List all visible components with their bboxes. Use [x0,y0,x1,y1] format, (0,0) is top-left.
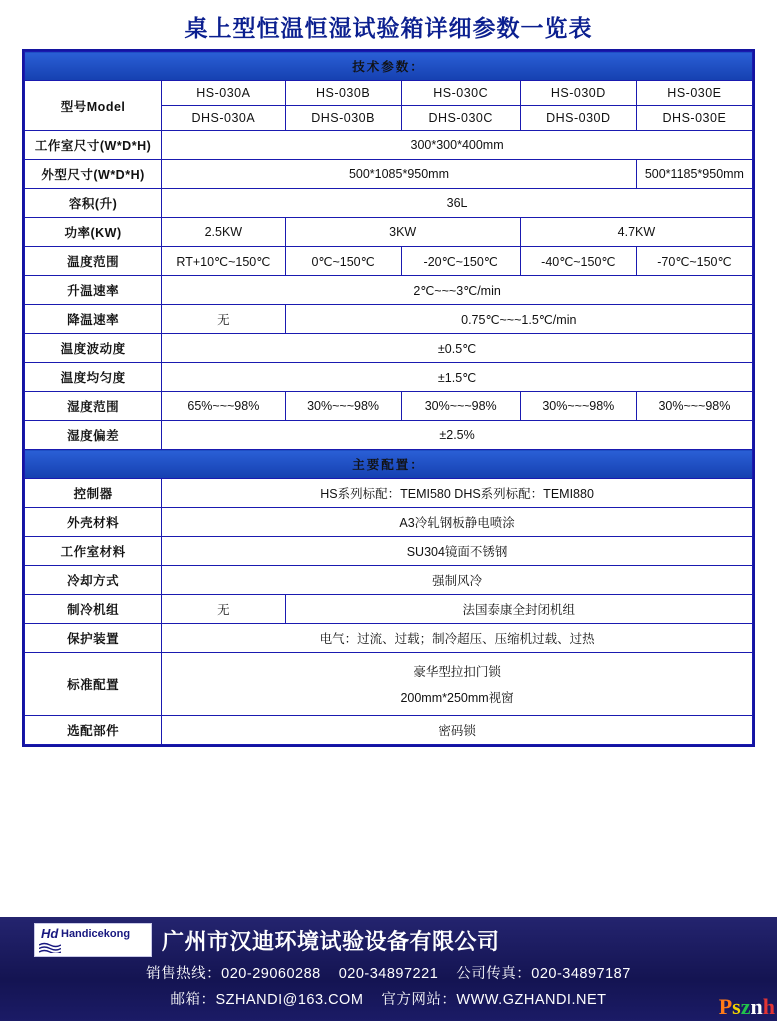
company-name: 广州市汉迪环境试验设备有限公司 [162,928,500,954]
model-hs-3: HS-030D [520,81,636,106]
company-logo [34,923,152,957]
website-value[interactable]: WWW.GZHANDI.NET [456,992,607,1008]
table-row [25,276,753,305]
row-value: 0.75℃~~~1.5℃/min [285,305,752,334]
table-row [25,160,753,189]
row-label: 外型尺寸(W*D*H) [25,160,162,189]
table-row [25,218,753,247]
table-row [25,716,753,745]
row-value: 无 [162,595,285,624]
logo-initials: Hd [41,926,59,941]
table-row [25,537,753,566]
footer-web-line [0,988,777,1009]
row-label: 保护装置 [25,624,162,653]
page-footer [0,917,777,1021]
table-row [25,624,753,653]
row-value: 法国泰康全封闭机组 [285,595,752,624]
section-header-tech [25,52,753,81]
row-label: 温度波动度 [25,334,162,363]
row-value: 4.7KW [520,218,752,247]
table-row [25,363,753,392]
row-label: 外壳材料 [25,508,162,537]
row-value: 密码锁 [162,716,753,745]
row-value: 电气：过流、过载；制冷超压、压缩机过载、过热 [162,624,753,653]
page-title: 桌上型恒温恒湿试验箱详细参数一览表 [184,16,593,41]
row-value: 无 [162,305,285,334]
model-dhs-3: DHS-030D [520,106,636,131]
table-row [25,595,753,624]
row-label: 功率(KW) [25,218,162,247]
model-hs-2: HS-030C [401,81,520,106]
row-value: 2℃~~~3℃/min [162,276,753,305]
row-label: 温度范围 [25,247,162,276]
row-value: 0℃~150℃ [285,247,401,276]
row-label: 湿度偏差 [25,421,162,450]
row-value: 3KW [285,218,520,247]
model-dhs-0: DHS-030A [162,106,285,131]
row-value: 强制风冷 [162,566,753,595]
row-label: 选配部件 [25,716,162,745]
model-dhs-2: DHS-030C [401,106,520,131]
model-dhs-1: DHS-030B [285,106,401,131]
row-value: 500*1185*950mm [636,160,752,189]
table-row [25,247,753,276]
email-value[interactable]: SZHANDI@163.COM [215,992,364,1008]
footer-contact-line [0,962,777,983]
table-row [25,653,753,716]
row-value: 2.5KW [162,218,285,247]
section-header-tech-label: 技术参数： [25,52,753,81]
logo-wordmark: Handicekong [61,928,131,940]
row-value: -40℃~150℃ [520,247,636,276]
wave-icon [39,942,61,953]
model-hs-1: HS-030B [285,81,401,106]
fax-label: 公司传真： [456,966,532,982]
model-hs-4: HS-030E [636,81,752,106]
table-row [25,334,753,363]
footer-company-row [0,917,777,957]
website-label: 官方网站： [381,992,457,1008]
row-value: 500*1085*950mm [162,160,637,189]
sales-phone-2: 020-34897221 [338,966,439,982]
row-value: 30%~~~98% [520,392,636,421]
row-value: A3冷轧钢板静电喷涂 [162,508,753,537]
row-value: ±2.5% [162,421,753,450]
spec-table-container [22,49,755,747]
model-label: 型号Model [25,81,162,131]
row-label: 容积(升) [25,189,162,218]
watermark: Psznh [718,994,775,1019]
section-header-config [25,450,753,479]
row-label: 制冷机组 [25,595,162,624]
table-row [25,189,753,218]
table-row [25,305,753,334]
row-label: 工作室尺寸(W*D*H) [25,131,162,160]
table-row [25,131,753,160]
row-value: HS系列标配：TEMI580 DHS系列标配：TEMI880 [162,479,753,508]
spec-table [24,51,753,745]
row-label: 控制器 [25,479,162,508]
row-value: RT+10℃~150℃ [162,247,285,276]
row-value: 豪华型拉扣门锁 200mm*250mm视窗 [162,653,753,716]
row-label: 冷却方式 [25,566,162,595]
model-row-hs [25,81,753,106]
sales-phone-1: 020-29060288 [221,966,321,982]
row-value: SU304镜面不锈钢 [162,537,753,566]
spec-table-body [25,52,753,745]
row-label: 温度均匀度 [25,363,162,392]
email-label: 邮箱： [170,992,216,1008]
model-dhs-4: DHS-030E [636,106,752,131]
row-value: -20℃~150℃ [401,247,520,276]
table-row [25,566,753,595]
row-label: 湿度范围 [25,392,162,421]
row-label: 标准配置 [25,653,162,716]
table-row [25,508,753,537]
sales-label: 销售热线： [146,966,222,982]
row-value: -70℃~150℃ [636,247,752,276]
model-hs-0: HS-030A [162,81,285,106]
row-value: ±1.5℃ [162,363,753,392]
row-value: 30%~~~98% [285,392,401,421]
row-label: 降温速率 [25,305,162,334]
fax-number: 020-34897187 [531,966,631,982]
row-value: 30%~~~98% [636,392,752,421]
row-value: ±0.5℃ [162,334,753,363]
row-value: 65%~~~98% [162,392,285,421]
row-value: 300*300*400mm [162,131,753,160]
table-row [25,392,753,421]
row-label: 升温速率 [25,276,162,305]
table-row [25,421,753,450]
row-value: 30%~~~98% [401,392,520,421]
table-row [25,479,753,508]
section-header-config-label: 主要配置： [25,450,753,479]
row-label: 工作室材料 [25,537,162,566]
row-value: 36L [162,189,753,218]
